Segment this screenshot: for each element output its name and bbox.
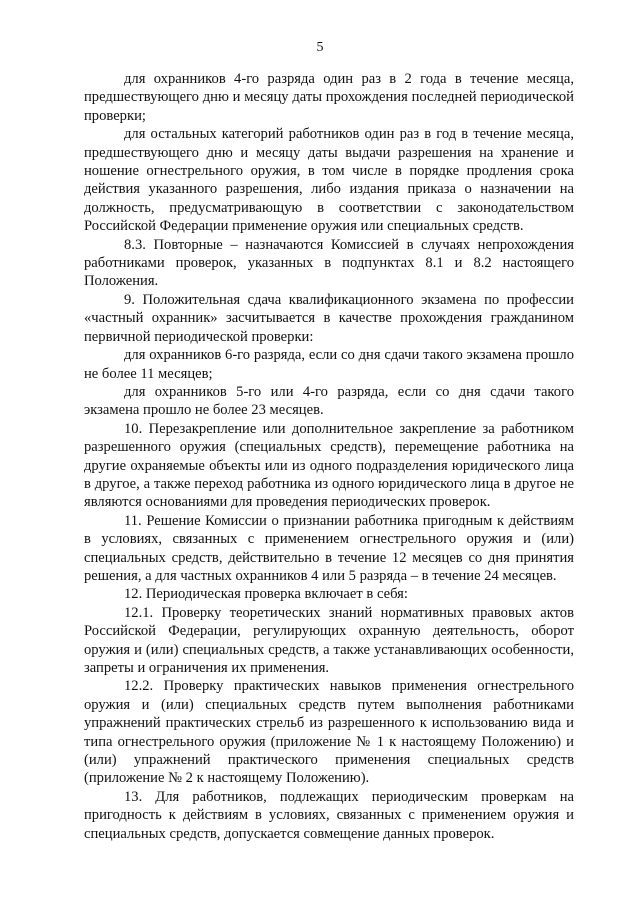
paragraph-security-guard-grade-4-schedule: для охранников 4-го разряда один раз в 2 года в течение месяца, предшествующего дню и месяцу даты прохождения последней периодической проверки; (84, 71, 574, 124)
paragraph-9-qualification-exam: 9. Положительная сдача квалификационного экзамена по профессии «частный охранник» засчитывается в качестве прохождения гражданином первичной периодической проверки: (84, 291, 574, 345)
page-number: 5 (316, 40, 324, 55)
paragraph-8-3-repeat-checks: 8.3. Повторные – назначаются Комиссией в случаях непрохождения работниками проверок, указанных в подпунктах 8.1 и 8.2 настоящего Положения. (84, 236, 574, 290)
paragraph-13-combined-checks: 13. Для работников, подлежащих периодическим проверкам на пригодность к действиям в условиях, связанных с применением оружия и специальных средств, допускается совмещение данных проверок. (84, 788, 574, 842)
paragraph-10-reassignment: 10. Перезакрепление или дополнительное закрепление за работником разрешенного оружия (специальных средств), перемещение работника на другие охраняемые объекты или из одного подразделения юридического лица в другое, а также переход работника из одного юридического лица в другое не являются основаниями для проведения периодических проверок. (84, 420, 574, 511)
paragraph-12-check-contents: 12. Периодическая проверка включает в себя: (124, 586, 408, 603)
paragraph-other-workers-schedule: для остальных категорий работников один раз в год в течение месяца, предшествующего дню и месяцу даты выдачи разрешения на хранение и ношение огнестрельного оружия, в том числе в порядке продления срока действия указанного разрешения, либо издания приказа о назначении на должность, предусматривающую в соответствии с законодательством Российской Федерации применение оружия или специальных средств. (84, 126, 574, 235)
paragraph-12-1-theory-check: 12.1. Проверку теоретических знаний нормативных правовых актов Российской Федерации, регулирующих охранную деятельность, оборот оружия и (или) специальных средств, а также устанавливающих особенности, запреты и ограничения их применения. (84, 604, 574, 676)
paragraph-11-commission-decision: 11. Решение Комиссии о признании работника пригодным к действиям в условиях, связанных с применением огнестрельного оружия и (или) специальных средств, действительно в течение 12 месяцев со дня принятия решения, а для частных охранников 4 или 5 разряда – в течение 24 месяцев. (84, 512, 574, 584)
paragraph-grade-5-4-exam-term: для охранников 5-го или 4-го разряда, если со дня сдачи такого экзамена прошло не более 23 месяцев. (84, 383, 574, 419)
paragraph-grade-6-exam-term: для охранников 6-го разряда, если со дня сдачи такого экзамена прошло не более 11 месяцев; (84, 347, 574, 382)
paragraph-12-2-practice-check: 12.2. Проверку практических навыков применения огнестрельного оружия и (или) специальных средств путем выполнения работниками упражнений практических стрельб из разрешенного к использованию вида и типа огнестрельного оружия (приложение № 1 к настоящему Положению) и (или) упражнений практического применения специальных средств (приложение № 2 к настоящему Положению). (84, 678, 574, 787)
document-body (84, 70, 574, 843)
